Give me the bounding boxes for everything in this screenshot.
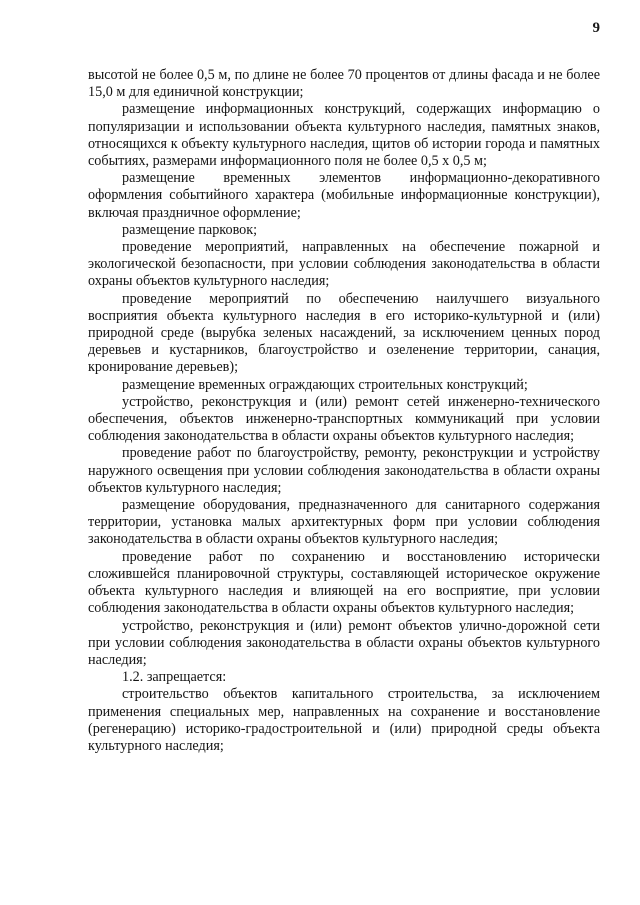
paragraph-continuation: высотой не более 0,5 м, по длине не более 70 процентов от длины фасада и не более 15,0 м для единичной конструкции; [88, 67, 600, 101]
paragraph-prohibited-heading: 1.2. запрещается: [122, 669, 227, 686]
body-text [88, 67, 600, 755]
paragraph-info-constructions: размещение информационных конструкций, содержащих информацию о популяризации и использовании объекта культурного наследия, памятных знаков, относящихся к объекту культурного наследия, щитов об истории города и памятных событиях, размерами информационного поля не более 0,5 х 0,5 м; [88, 101, 600, 170]
paragraph-sanitary-equipment: размещение оборудования, предназначенного для санитарного содержания территории, установка малых архитектурных форм при условии соблюдения законодательства в области охраны объектов культурного наследия; [88, 497, 600, 548]
paragraph-fire-safety: проведение мероприятий, направленных на обеспечение пожарной и экологической безопасности, при условии соблюдения законодательства в области охраны объектов культурного наследия; [88, 239, 600, 290]
page-number: 9 [592, 20, 600, 36]
paragraph-visual-perception: проведение мероприятий по обеспечению наилучшего визуального восприятия объекта культурного наследия в его историко-культурной и (или) природной среде (вырубка зеленых насаждений, за исключением ценных пород деревьев и кустарников, благоустройство и озеленение территории, санация, кронирование деревьев); [88, 290, 600, 376]
paragraph-temporary-fences: размещение временных ограждающих строительных конструкций; [122, 376, 528, 393]
paragraph-parking: размещение парковок; [122, 221, 258, 238]
paragraph-engineering-networks: устройство, реконструкция и (или) ремонт сетей инженерно-технического обеспечения, объектов инженерно-транспортных коммуникаций при условии соблюдения законодательства в области охраны объектов культурного наследия; [88, 393, 600, 445]
paragraph-landscaping-lighting: проведение работ по благоустройству, ремонту, реконструкции и устройству наружного освещения при условии соблюдения законодательства в области охраны объектов культурного наследия; [88, 445, 600, 496]
paragraph-capital-construction: строительство объектов капитального строительства, за исключением применения специальных мер, направленных на сохранение и восстановление (регенерацию) историко-градостроительной и (или) природной среды объекта культурного наследия; [88, 686, 600, 754]
paragraph-road-network: устройство, реконструкция и (или) ремонт объектов улично-дорожной сети при условии соблюдения законодательства в области охраны объектов культурного наследия; [88, 617, 600, 668]
paragraph-temporary-decor: размещение временных элементов информационно-декоративного оформления событийного характера (мобильные информационные конструкции), включая праздничное оформление; [88, 170, 600, 221]
paragraph-historic-structure: проведение работ по сохранению и восстановлению исторически сложившейся планировочной структуры, составляющей историческое окружение объекта культурного наследия и влияющей на его восприятие, при условии соблюдения законодательства в области охраны объектов культурного наследия; [88, 548, 600, 617]
